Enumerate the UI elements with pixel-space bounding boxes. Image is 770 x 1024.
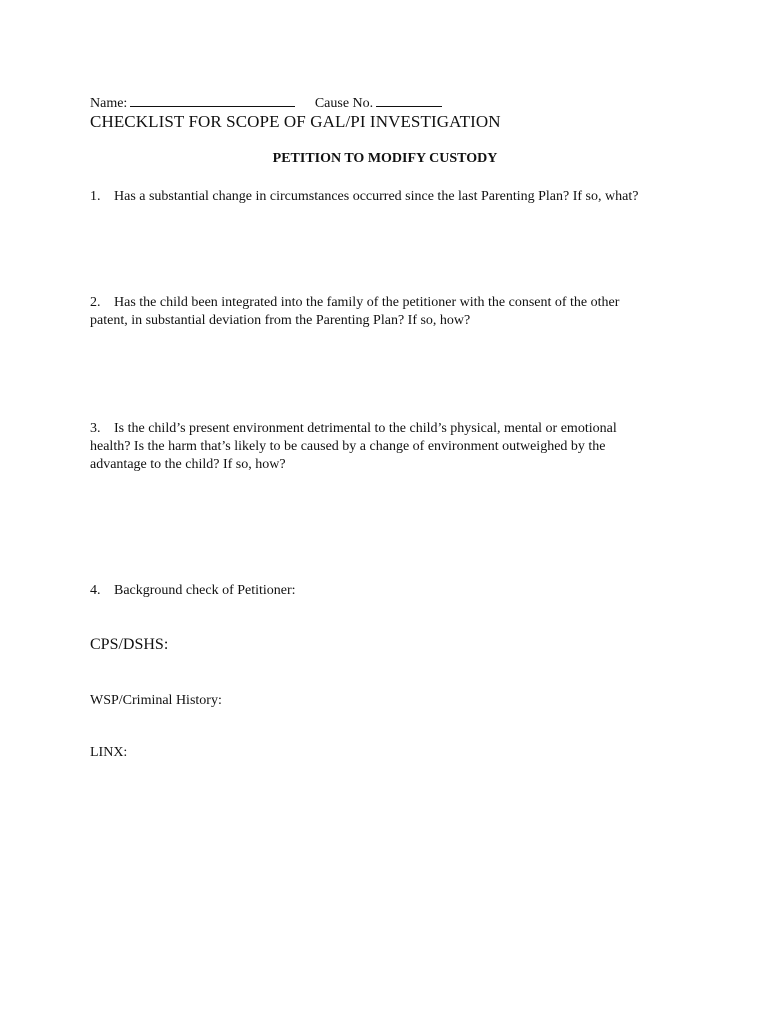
checklist-title: CHECKLIST FOR SCOPE OF GAL/PI INVESTIGATION [90, 112, 501, 131]
question-number: 4. [90, 583, 101, 598]
question-text: Background check of Petitioner: [114, 583, 296, 598]
question-number: 2. [90, 295, 101, 310]
question-line [90, 582, 690, 600]
question-line-continued: advantage to the child? If so, how? [90, 457, 286, 472]
cause-number-blank-line [376, 95, 442, 107]
question-line [90, 188, 690, 206]
question-text: Is the child’s present environment detrimental to the child’s physical, mental or emotional [114, 421, 617, 436]
question-line-continued: patent, in substantial deviation from the Parenting Plan? If so, how? [90, 313, 471, 328]
question-3 [90, 420, 690, 474]
question-text: Has the child been integrated into the family of the petitioner with the consent of the other [114, 295, 620, 310]
name-label: Name: [90, 96, 128, 111]
question-2 [90, 294, 690, 330]
question-line [90, 420, 690, 438]
question-1 [90, 188, 690, 206]
question-4 [90, 582, 690, 600]
cps-dshs-label: CPS/DSHS: [90, 636, 169, 653]
name-blank-line [130, 95, 295, 107]
linx-label: LINX: [90, 745, 128, 760]
question-number: 1. [90, 189, 101, 204]
question-text: Has a substantial change in circumstances occurred since the last Parenting Plan? If so, what? [114, 189, 639, 204]
wsp-criminal-history-label: WSP/Criminal History: [90, 693, 222, 708]
cause-number-label: Cause No. [314, 96, 374, 111]
question-line [90, 294, 690, 312]
header-row [90, 95, 442, 112]
question-number: 3. [90, 421, 101, 436]
question-line-continued: health? Is the harm that’s likely to be caused by a change of environment outweighed by the [90, 439, 606, 454]
section-subtitle: PETITION TO MODIFY CUSTODY [272, 151, 498, 166]
